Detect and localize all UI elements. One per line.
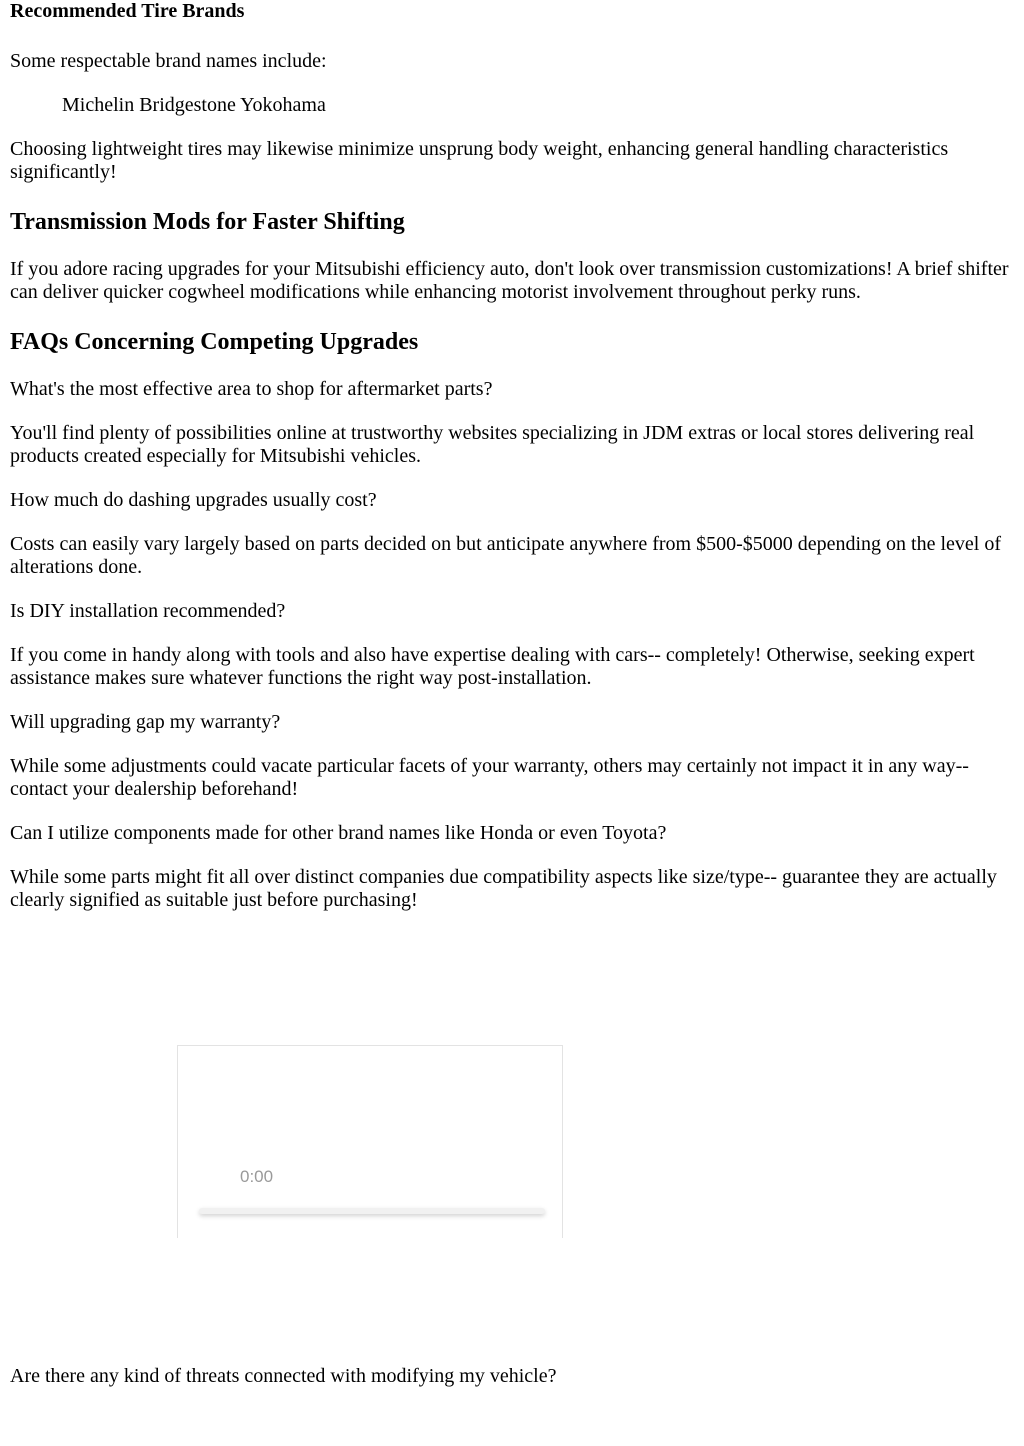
faq-question: How much do dashing upgrades usually cost? bbox=[10, 489, 377, 511]
faq-answer: Costs can easily vary largely based on parts decided on but anticipate anywhere from $500-$5000 depending on the level of alterations done. bbox=[10, 533, 1002, 578]
tires-heading: Recommended Tire Brands bbox=[10, 0, 245, 22]
faq-answer: You'll find plenty of possibilities online at trustworthy websites specializing in JDM extras or local stores delivering real products created especially for Mitsubishi vehicles. bbox=[10, 422, 975, 467]
tires-note: Choosing lightweight tires may likewise minimize unsprung body weight, enhancing general handling characteristics significantly! bbox=[10, 138, 949, 183]
tires-intro: Some respectable brand names include: bbox=[10, 50, 327, 72]
faq-question: Will upgrading gap my warranty? bbox=[10, 711, 281, 733]
faq-question: What's the most effective area to shop for aftermarket parts? bbox=[10, 378, 493, 400]
faqs-heading: FAQs Concerning Competing Upgrades bbox=[10, 329, 419, 355]
transmission-heading: Transmission Mods for Faster Shifting bbox=[10, 209, 405, 235]
faq-question: Can I utilize components made for other brand names like Honda or even Toyota? bbox=[10, 822, 667, 844]
transmission-body: If you adore racing upgrades for your Mitsubishi efficiency auto, don't look over transmission customizations! A brief shifter can deliver quicker cogwheel modifications while enhancing motorist involvement throughout perky runs. bbox=[10, 258, 1009, 303]
faq-answer: If you come in handy along with tools and also have expertise dealing with cars-- completely! Otherwise, seeking expert assistance makes sure whatever functions the right way post-installation. bbox=[10, 644, 975, 689]
video-player[interactable] bbox=[177, 1045, 563, 1238]
faq-question: Is DIY installation recommended? bbox=[10, 600, 286, 622]
video-time-display: 0:00 bbox=[240, 1167, 274, 1186]
faq-question-last: Are there any kind of threats connected with modifying my vehicle? bbox=[10, 1365, 557, 1387]
video-progress-bar[interactable] bbox=[199, 1208, 545, 1214]
tire-brand-list: Michelin Bridgestone Yokohama bbox=[62, 94, 326, 116]
faq-answer: While some adjustments could vacate particular facets of your warranty, others may certainly not impact it in any way-- contact your dealership beforehand! bbox=[10, 755, 969, 800]
faq-answer: While some parts might fit all over distinct companies due compatibility aspects like size/type-- guarantee they are actually clearly signified as suitable just before purchasing! bbox=[10, 866, 997, 911]
